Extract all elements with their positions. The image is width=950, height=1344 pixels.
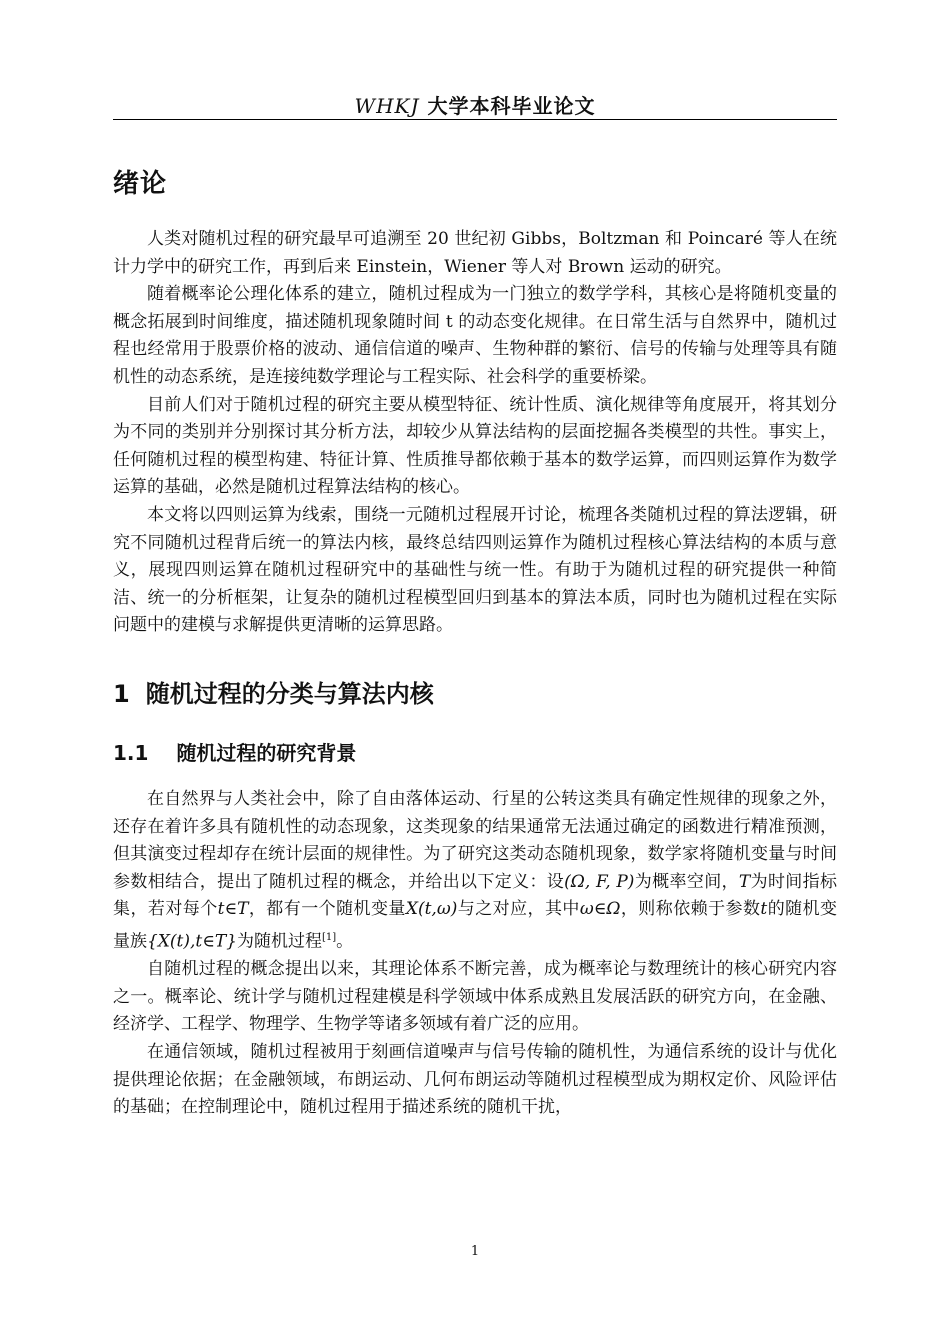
section-paragraph-2: 自随机过程的概念提出以来，其理论体系不断完善，成为概率论与数理统计的核心研究内容之一。概率论、统计学与随机过程建模是科学领域中体系成熟且发展活跃的研究方向，在金融、经济学、工程学、物理学、生物学等诸多领域有着广泛的应用。 (113, 959, 837, 1035)
def-text-f: ，则称依赖于参数 (620, 899, 761, 920)
header-title-rest: 大学本科毕业论文 (419, 94, 596, 118)
preface-paragraph-3: 目前人们对于随机过程的研究主要从模型特征、统计性质、演化规律等角度展开，将其划分为不同的类别并分别探讨其分析方法，却较少从算法结构的层面挖掘各类模型的共性。事实上，任何随机过程的模型构建、特征计算、性质推导都依赖于基本的数学运算，而四则运算作为数学运算的基础，必然是随机过程算法结构的核心。 (113, 394, 837, 498)
section-heading (113, 737, 837, 766)
preface-paragraph-2: 随着概率论公理化体系的建立，随机过程成为一门独立的数学学科，其核心是将随机变量的概念拓展到时间维度，描述随机现象随时间 t 的动态变化规律。在日常生活与自然界中，随机过程也经常用于股票价格的波动、通信信道的噪声、生物种群的繁衍、信号的传输与处理等具有随机性的动态系统，是连接纯数学理论与工程实际、社会科学的重要桥梁。 (113, 284, 837, 387)
def-text-e: 与之对应，其中 (457, 899, 580, 920)
math-probability-space: (Ω, F, P) (564, 871, 635, 892)
preface-paragraph-1: 人类对随机过程的研究最早可追溯至 20 世纪初 Gibbs，Boltzman 和 Poincaré 等人在统计力学中的研究工作，再到后来 Einstein，Wiener 等人对 Brown 运动的研究。 (113, 229, 837, 277)
header-rule (113, 119, 837, 120)
math-t-in-T: t∈T (217, 899, 249, 920)
def-text-i: 。 (336, 931, 354, 952)
definition-paragraph (113, 786, 837, 956)
page-body (113, 155, 837, 1122)
chapter-title: 随机过程的分类与算法内核 (145, 679, 434, 708)
def-text-h: 为随机过程 (237, 931, 322, 952)
def-text-d: ，都有一个随机变量 (248, 899, 406, 920)
chapter-heading (113, 674, 837, 709)
math-omega: ω∈Ω (579, 899, 621, 920)
page-number: 1 (470, 1244, 480, 1259)
def-text-b: 为概率空间， (634, 871, 739, 892)
section-paragraph-3: 在通信领域，随机过程被用于刻画信道噪声与信号传输的随机性，为通信系统的设计与优化提供理论依据；在金融领域，布朗运动、几何布朗运动等随机过程模型成为期权定价、风险评估的基础；在控制理论中，随机过程用于描述系统的随机干扰， (113, 1041, 837, 1118)
preface-title: 绪论 (113, 169, 168, 199)
chapter-number: 1 (113, 679, 130, 708)
section-title: 随机过程的研究背景 (176, 740, 357, 765)
section-number: 1.1 (113, 740, 149, 765)
def-text-g: 的随机变量族 (113, 899, 838, 952)
preface-paragraph-4: 本文将以四则运算为线索，围绕一元随机过程展开讨论，梳理各类随机过程的算法逻辑，研究不同随机过程背后统一的算法内核，最终总结四则运算作为随机过程核心算法结构的本质与意义，展现四则运算在随机过程研究中的基础性与统一性。有助于为随机过程的研究提供一种简洁、统一的分析框架，让复杂的随机过程模型回归到基本的算法本质，同时也为随机过程在实际问题中的建模与求解提供更清晰的运算思路。 (113, 504, 837, 636)
header-title (113, 90, 837, 119)
header-title-prefix: WHKJ (354, 94, 420, 118)
math-random-variable: X(t,ω) (405, 899, 458, 920)
math-parameter-t: t (760, 899, 768, 920)
citation-ref[interactable]: [1] (322, 931, 337, 943)
def-text-c: 为时间指标集，若对每个 (113, 871, 838, 920)
page-header (113, 86, 837, 120)
math-process-family: {X(t),t∈T} (147, 931, 237, 952)
math-index-set: T (738, 871, 751, 892)
def-text-a: 在自然界与人类社会中，除了自由落体运动、行星的公转这类具有确定性规律的现象之外，还存在着许多具有随机性的动态现象，这类现象的结果通常无法通过确定的函数进行精准预测，但其演变过程却存在统计层面的规律性。为了研究这类动态随机现象，数学家将随机变量与时间参数相结合，提出了随机过程的概念，并给出以下定义：设 (113, 788, 837, 892)
